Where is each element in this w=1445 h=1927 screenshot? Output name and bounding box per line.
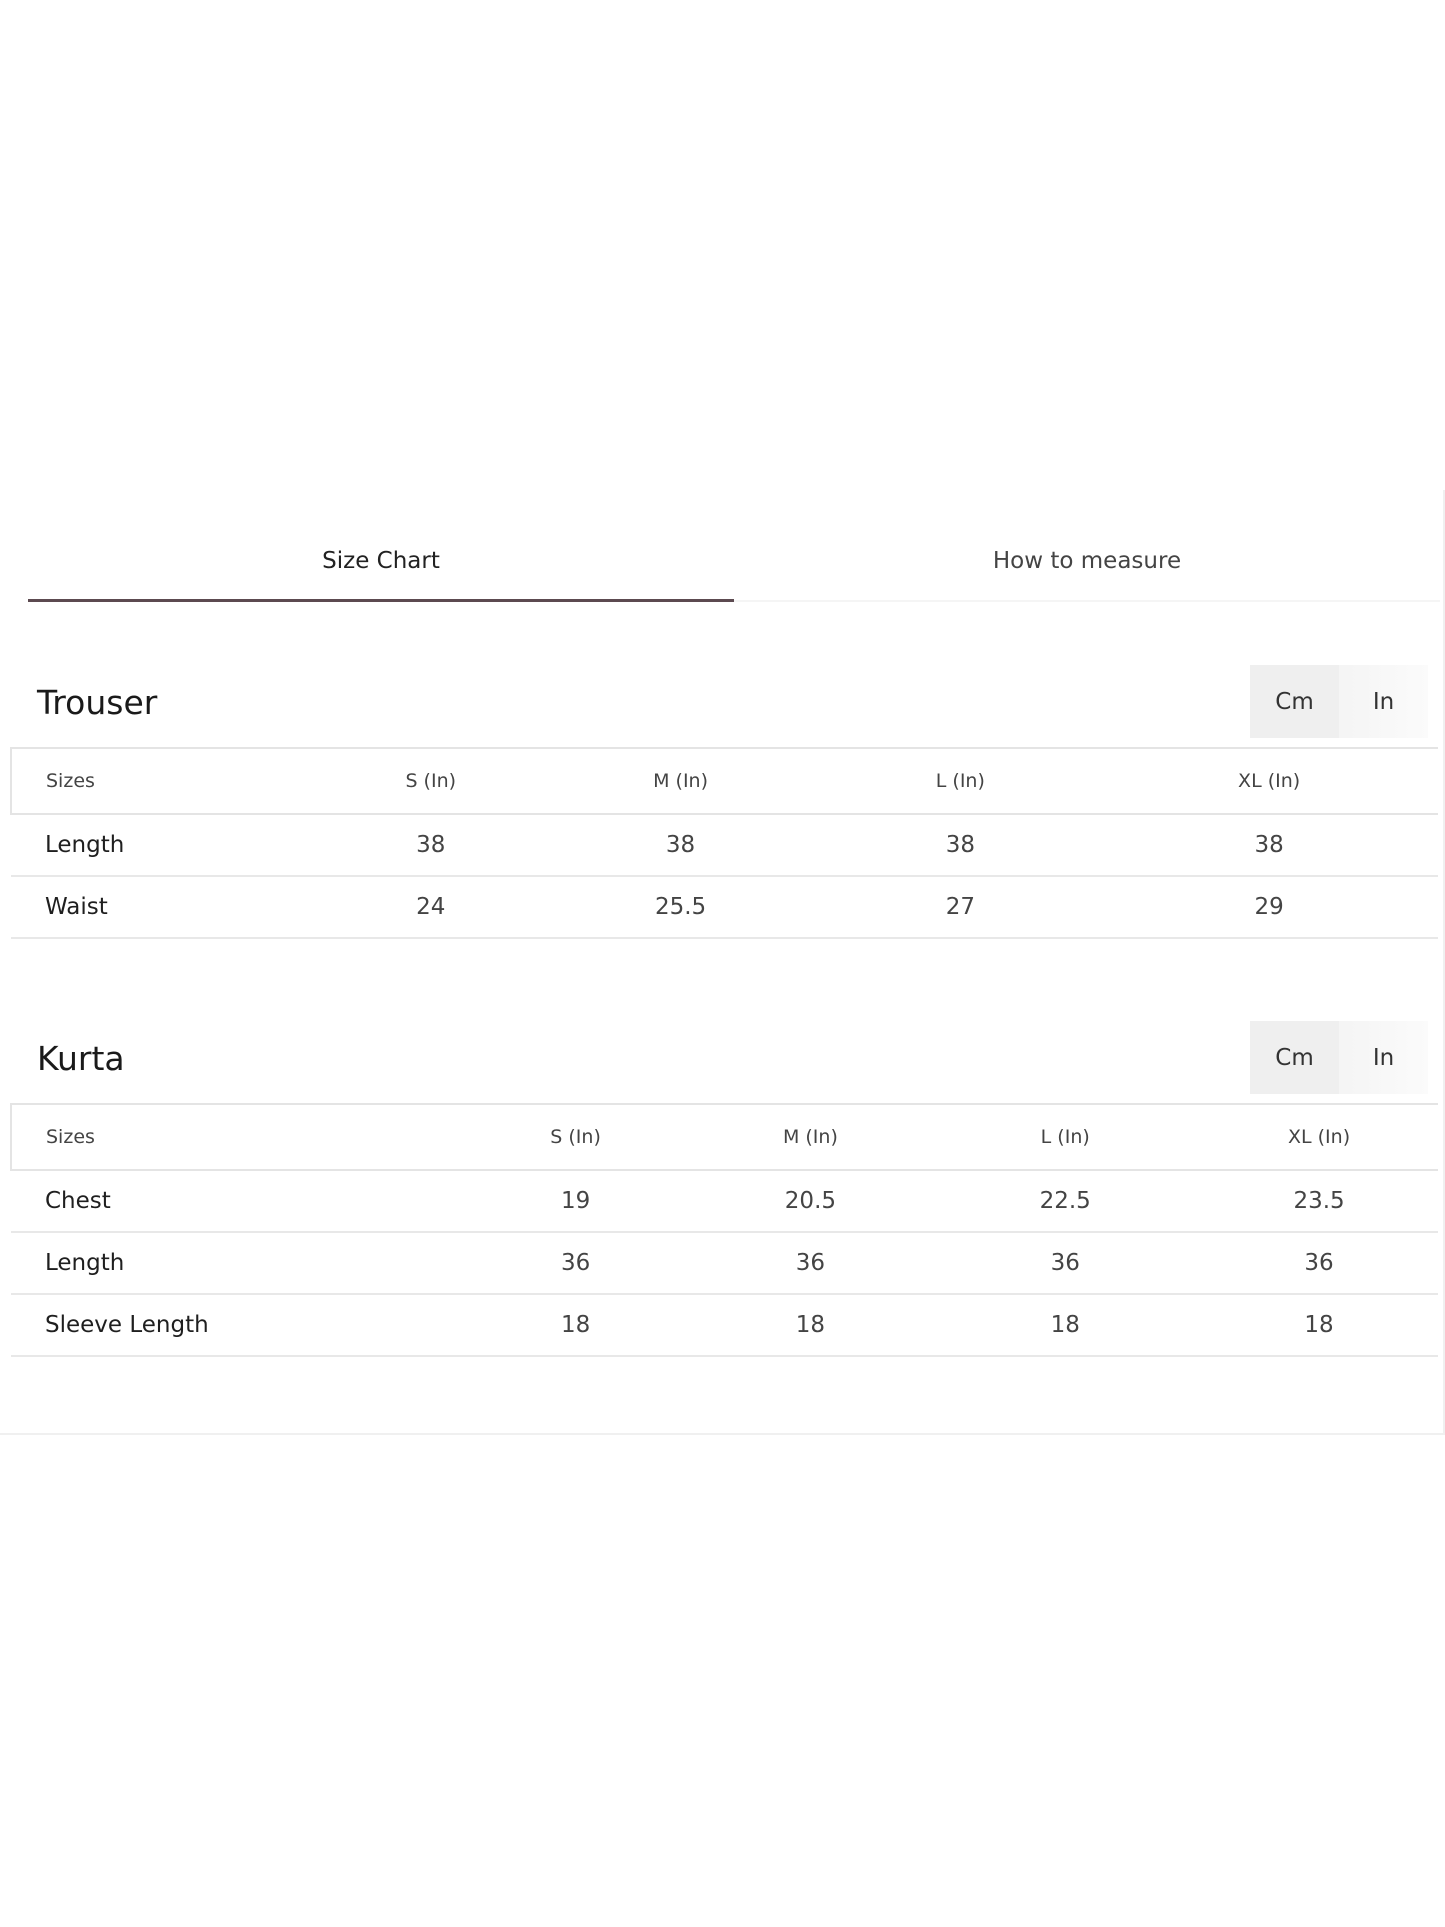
column-header-s: S (In) <box>405 770 457 792</box>
table-cell: 18 <box>1304 1312 1334 1338</box>
column-header-m: M (In) <box>782 1126 838 1148</box>
table-cell: 25.5 <box>654 894 707 920</box>
kurta-unit-toggle <box>1250 1021 1428 1094</box>
trouser-title: Trouser <box>37 683 158 722</box>
trouser-section <box>10 665 1438 939</box>
kurta-size-table <box>10 1103 1438 1357</box>
column-header-s: S (In) <box>550 1126 601 1148</box>
table-cell: 19 <box>560 1188 591 1214</box>
column-header-sizes: Sizes <box>11 1104 461 1170</box>
table-cell: 38 <box>1254 832 1284 858</box>
kurta-unit-in-button[interactable]: In <box>1372 1044 1395 1071</box>
column-header-m: M (In) <box>653 770 708 792</box>
table-cell: 36 <box>795 1250 826 1276</box>
tab-bar <box>28 542 1440 602</box>
column-header-l: L (In) <box>1040 1126 1090 1148</box>
table-row <box>11 1232 1438 1294</box>
tab-size-chart[interactable]: Size Chart <box>28 542 734 602</box>
table-header-row <box>11 748 1438 814</box>
row-label: Length <box>45 1250 125 1276</box>
trouser-size-table <box>10 747 1438 939</box>
column-header-xl: XL (In) <box>1238 770 1301 792</box>
trouser-unit-cm-button[interactable]: Cm <box>1250 665 1339 738</box>
trouser-unit-in-button[interactable]: In <box>1372 688 1395 715</box>
table-cell: 36 <box>1050 1250 1080 1276</box>
tab-how-to-measure[interactable]: How to measure <box>734 542 1440 602</box>
table-cell: 18 <box>1050 1312 1080 1338</box>
row-label: Chest <box>45 1188 111 1214</box>
column-header-l: L (In) <box>935 770 985 792</box>
column-header-sizes: Sizes <box>11 748 321 814</box>
kurta-section <box>10 1021 1438 1357</box>
row-label: Waist <box>45 894 108 920</box>
table-row <box>11 1294 1438 1356</box>
table-cell: 29 <box>1254 894 1284 920</box>
row-label: Length <box>45 832 125 858</box>
table-header-row <box>11 1104 1438 1170</box>
table-cell: 18 <box>795 1312 826 1338</box>
table-row <box>11 814 1438 876</box>
table-cell: 18 <box>560 1312 591 1338</box>
table-cell: 23.5 <box>1293 1188 1345 1214</box>
table-cell: 38 <box>945 832 975 858</box>
table-cell: 20.5 <box>784 1188 837 1214</box>
trouser-header <box>10 665 1438 747</box>
table-row <box>11 1170 1438 1232</box>
kurta-unit-cm-button[interactable]: Cm <box>1250 1021 1339 1094</box>
kurta-title: Kurta <box>37 1039 125 1078</box>
column-header-xl: XL (In) <box>1288 1126 1351 1148</box>
table-cell: 24 <box>416 894 446 920</box>
table-cell: 36 <box>1304 1250 1334 1276</box>
kurta-header <box>10 1021 1438 1103</box>
table-cell: 38 <box>665 832 696 858</box>
size-chart-panel <box>0 490 1445 1435</box>
trouser-unit-toggle <box>1250 665 1428 738</box>
table-cell: 27 <box>945 894 975 920</box>
table-cell: 38 <box>416 832 446 858</box>
table-cell: 36 <box>560 1250 591 1276</box>
table-row <box>11 876 1438 938</box>
row-label: Sleeve Length <box>45 1312 209 1338</box>
table-cell: 22.5 <box>1039 1188 1091 1214</box>
